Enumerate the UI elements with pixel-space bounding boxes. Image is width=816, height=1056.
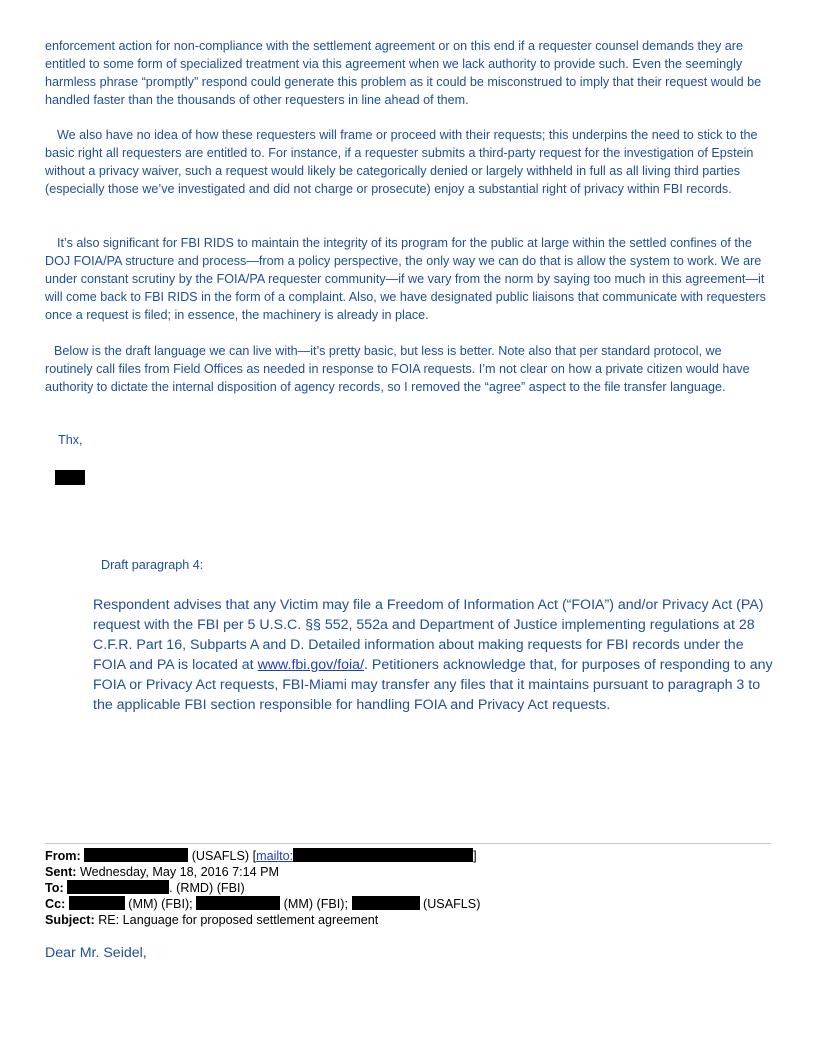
to-label: To: bbox=[45, 881, 64, 895]
redacted-signature bbox=[55, 470, 85, 485]
body-paragraph-2-text: We also have no idea of how these requesters will frame or proceed with their requests; this underpins the need to stick to the basic right all requesters are entitled to. For instance, if a requester submits a third-party request for the investigation of Epstein without a privacy waiver, such a request would likely be categorically denied or largely withheld in full as all living third parties (especially those we’ve investigated and did not charge or prosecute) enjoy a substantial right of privacy within FBI records. bbox=[45, 128, 758, 196]
to-line bbox=[45, 880, 245, 896]
to-suffix: . (RMD) (FBI) bbox=[169, 881, 245, 895]
redacted-cc-1 bbox=[69, 896, 125, 910]
sent-label: Sent: bbox=[45, 865, 77, 879]
body-paragraph-3-text: It’s also significant for FBI RIDS to maintain the integrity of its program for the public at large within the settled confines of the DOJ FOIA/PA structure and process—from a policy perspective, the only way we can do that is allow the system to work. We are under constant scrutiny by the FOIA/PA requester community—if we vary from the norm by saying too much in this agreement—it will come back to FBI RIDS in the form of a complaint. Also, we have designated public liaisons that communicate with requesters once a request is filed; in essence, the machinery is already in place. bbox=[45, 236, 766, 322]
redacted-sender bbox=[84, 848, 188, 862]
redacted-cc-3 bbox=[352, 896, 420, 910]
body-paragraph-2 bbox=[45, 126, 771, 198]
signoff: Thx, bbox=[58, 433, 83, 447]
cc-part-3: (USAFLS) bbox=[423, 897, 481, 911]
from-suffix: (USAFLS) [ bbox=[191, 849, 257, 863]
draft-text-part2: . Petitioners acknowledge that, for purposes of responding to any FOIA or Privacy Act requests, FBI-Miami may transfer any files that it maintains pursuant to paragraph 3 to the applicable FBI section responsible for handling FOIA and Privacy Act requests. bbox=[93, 657, 773, 713]
from-line bbox=[45, 848, 477, 864]
sent-line bbox=[45, 864, 279, 880]
cc-label: Cc: bbox=[45, 897, 66, 911]
draft-text-part1: Respondent advises that any Victim may file a Freedom of Information Act (“FOIA”) and/or Privacy Act (PA) request with the FBI per 5 U.S.C. §§ 552, 552a and Department of Justice implementing regulations at 28 C.F.R. Part 16, Subparts A and D. Detailed information about making requests for FBI records under the FOIA and PA is located at bbox=[93, 597, 764, 673]
body-paragraph-1: enforcement action for non-compliance with the settlement agreement or on this end if a requester counsel demands they are entitled to some form of specialized treatment via this agreement when we lack authority to provide such. Even the seemingly harmless phrase “promptly” respond could generate this problem as it could be misconstrued to imply that their request would be handled faster than the thousands of other requesters in line ahead of them. bbox=[45, 39, 762, 107]
cc-line bbox=[45, 896, 480, 912]
body-paragraph-4 bbox=[45, 342, 771, 396]
greeting: Dear Mr. Seidel, bbox=[45, 945, 147, 961]
from-label: From: bbox=[45, 849, 81, 863]
foia-link[interactable]: www.fbi.gov/foia/ bbox=[257, 657, 365, 673]
redacted-email bbox=[293, 848, 473, 862]
redacted-cc-2 bbox=[196, 896, 280, 910]
sent-value: Wednesday, May 18, 2016 7:14 PM bbox=[79, 865, 280, 879]
cc-part-2: (MM) (FBI); bbox=[283, 897, 349, 911]
from-close: ] bbox=[473, 849, 477, 863]
draft-paragraph bbox=[93, 595, 773, 715]
subject-line bbox=[45, 912, 378, 928]
cc-part-1: (MM) (FBI); bbox=[128, 897, 193, 911]
draft-label: Draft paragraph 4: bbox=[101, 558, 204, 572]
body-paragraph-3 bbox=[45, 234, 771, 324]
subject-label: Subject: bbox=[45, 913, 95, 927]
header-separator bbox=[45, 843, 771, 844]
redacted-recipient bbox=[67, 880, 169, 894]
mailto-link[interactable]: mailto: bbox=[256, 849, 294, 863]
body-paragraph-4-text: Below is the draft language we can live with—it’s pretty basic, but less is better. Note also that per standard protocol, we routinely call files from Field Offices as needed in response to FOIA requests. I’m not clear on how a private citizen would have authority to dictate the internal disposition of agency records, so I removed the “agree” aspect to the file transfer language. bbox=[45, 344, 750, 394]
subject-value: RE: Language for proposed settlement agreement bbox=[98, 913, 379, 927]
